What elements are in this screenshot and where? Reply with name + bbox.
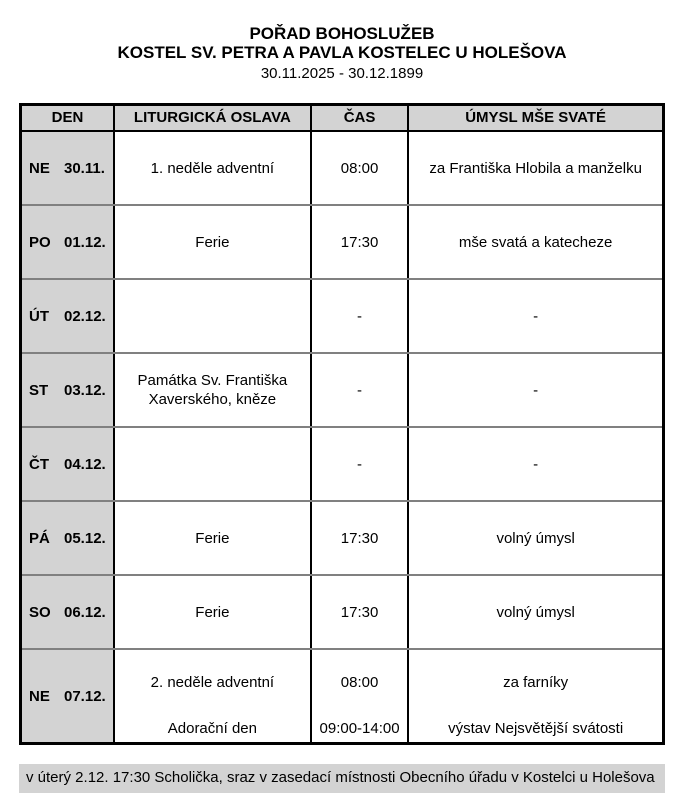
table-row (21, 501, 664, 575)
day-cell (21, 575, 114, 649)
day-cell (21, 501, 114, 575)
schedule-table (19, 103, 665, 745)
church-name: KOSTEL SV. PETRA A PAVLA KOSTELEC U HOLEŠOVA (117, 43, 567, 62)
intention-secondary-text: výstav Nejsvětější svátosti (448, 720, 624, 737)
table-row (21, 131, 664, 205)
celebration-cell (114, 649, 311, 744)
intention-cell (408, 353, 663, 427)
day-cell (21, 649, 114, 744)
day-date: 04.12. (64, 455, 106, 473)
col-header-celebration: LITURGICKÁ OSLAVA (114, 105, 311, 132)
celebration-text: 1. neděle adventní (150, 159, 275, 177)
day-abbreviation: NE (29, 687, 50, 705)
intention-cell (408, 205, 663, 279)
time-text: - (357, 381, 363, 399)
day-cell (21, 131, 114, 205)
celebration-cell (114, 279, 311, 353)
day-date: 06.12. (64, 603, 106, 621)
intention-text: volný úmysl (496, 603, 575, 621)
celebration-cell (114, 501, 311, 575)
col-header-intention: ÚMYSL MŠE SVATÉ (408, 105, 663, 132)
intention-cell (408, 575, 663, 649)
document-header (19, 24, 665, 83)
day-abbreviation: ČT (29, 455, 49, 473)
celebration-cell (114, 575, 311, 649)
celebration-cell (114, 205, 311, 279)
table-row (21, 279, 664, 353)
table-row (21, 649, 664, 744)
intention-cell (408, 279, 663, 353)
time-text: 17:30 (340, 233, 379, 251)
day-cell (21, 427, 114, 501)
day-cell (21, 205, 114, 279)
day-abbreviation: ÚT (29, 307, 49, 325)
time-text: - (357, 307, 363, 325)
time-cell (311, 501, 408, 575)
celebration-secondary-text: Adorační den (167, 720, 257, 737)
intention-cell (408, 501, 663, 575)
celebration-text: Památka Sv. Františka Xaverského, kněze (137, 372, 288, 408)
footer-note: v úterý 2.12. 17:30 Scholička, sraz v zasedací místnosti Obecního úřadu v Kostelci u Holešova (19, 764, 665, 793)
day-cell (21, 279, 114, 353)
intention-text: - (533, 307, 539, 325)
intention-cell (408, 649, 663, 744)
table-row (21, 575, 664, 649)
intention-text: - (533, 381, 539, 399)
time-cell (311, 649, 408, 744)
time-text: 17:30 (340, 529, 379, 547)
day-date: 03.12. (64, 381, 106, 399)
table-row (21, 353, 664, 427)
intention-text: za farníky (503, 674, 569, 691)
celebration-text: Ferie (195, 603, 230, 621)
intention-text: za Františka Hlobila a manželku (429, 159, 642, 177)
intention-text: volný úmysl (496, 529, 575, 547)
celebration-cell (114, 131, 311, 205)
day-abbreviation: PO (29, 233, 51, 251)
day-date: 30.11. (64, 159, 105, 177)
time-cell (311, 427, 408, 501)
col-header-time: ČAS (311, 105, 408, 132)
day-cell (21, 353, 114, 427)
table-row (21, 205, 664, 279)
time-text: 08:00 (340, 159, 379, 177)
table-row (21, 427, 664, 501)
time-text: 17:30 (340, 603, 379, 621)
time-cell (311, 205, 408, 279)
time-text: 08:00 (340, 674, 379, 691)
celebration-cell (114, 353, 311, 427)
time-secondary-text: 09:00-14:00 (319, 720, 400, 737)
date-range: 30.11.2025 - 30.12.1899 (260, 65, 424, 82)
intention-text: mše svatá a katecheze (458, 233, 613, 251)
intention-cell (408, 427, 663, 501)
celebration-text: 2. neděle adventní (150, 674, 275, 691)
time-cell (311, 131, 408, 205)
time-cell (311, 279, 408, 353)
celebration-text: Ferie (195, 529, 230, 547)
day-date: 07.12. (64, 687, 106, 705)
document-title: POŘAD BOHOSLUŽEB (249, 24, 435, 43)
table-body (21, 131, 664, 744)
intention-text: - (533, 455, 539, 473)
day-abbreviation: SO (29, 603, 51, 621)
time-cell (311, 353, 408, 427)
day-date: 02.12. (64, 307, 106, 325)
time-text: - (357, 455, 363, 473)
time-cell (311, 575, 408, 649)
day-date: 01.12. (64, 233, 106, 251)
day-date: 05.12. (64, 529, 106, 547)
day-abbreviation: PÁ (29, 529, 50, 547)
celebration-text: Ferie (195, 233, 230, 251)
intention-cell (408, 131, 663, 205)
table-header-row (21, 105, 664, 132)
day-abbreviation: NE (29, 159, 50, 177)
celebration-cell (114, 427, 311, 501)
col-header-day: DEN (21, 105, 114, 132)
day-abbreviation: ST (29, 381, 49, 399)
